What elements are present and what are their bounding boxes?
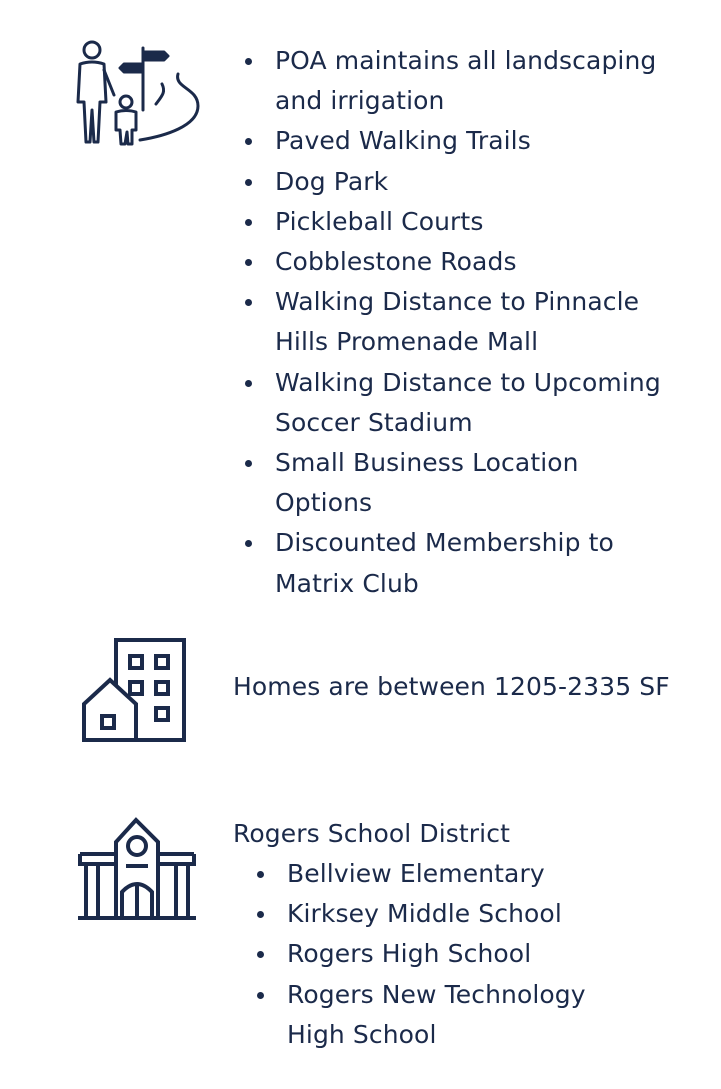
list-item: POA maintains all landscaping and irrigation bbox=[240, 41, 680, 121]
list-item: Pickleball Courts bbox=[240, 202, 680, 242]
amenities-list bbox=[240, 41, 680, 604]
school-district-heading: Rogers School District bbox=[233, 819, 510, 848]
school-building-icon bbox=[76, 814, 200, 924]
schools-section bbox=[0, 800, 721, 1070]
list-item: Bellview Elementary bbox=[252, 854, 632, 894]
list-item: Small Business Location Options bbox=[240, 443, 680, 523]
list-item: Rogers New Technology High School bbox=[252, 975, 632, 1055]
list-item: Paved Walking Trails bbox=[240, 121, 680, 161]
list-item: Dog Park bbox=[240, 162, 680, 202]
list-item: Discounted Membership to Matrix Club bbox=[240, 523, 680, 603]
list-item: Walking Distance to Pinnacle Hills Promenade Mall bbox=[240, 282, 680, 362]
list-item: Walking Distance to Upcoming Soccer Stadium bbox=[240, 363, 680, 443]
list-item: Rogers High School bbox=[252, 934, 632, 974]
buildings-house-icon bbox=[80, 636, 190, 744]
list-item: Cobblestone Roads bbox=[240, 242, 680, 282]
homes-size-text: Homes are between 1205-2335 SF bbox=[233, 672, 670, 701]
homes-section bbox=[0, 630, 721, 760]
walking-family-signpost-icon bbox=[70, 40, 205, 150]
list-item: Kirksey Middle School bbox=[252, 894, 632, 934]
schools-list bbox=[252, 854, 632, 1055]
